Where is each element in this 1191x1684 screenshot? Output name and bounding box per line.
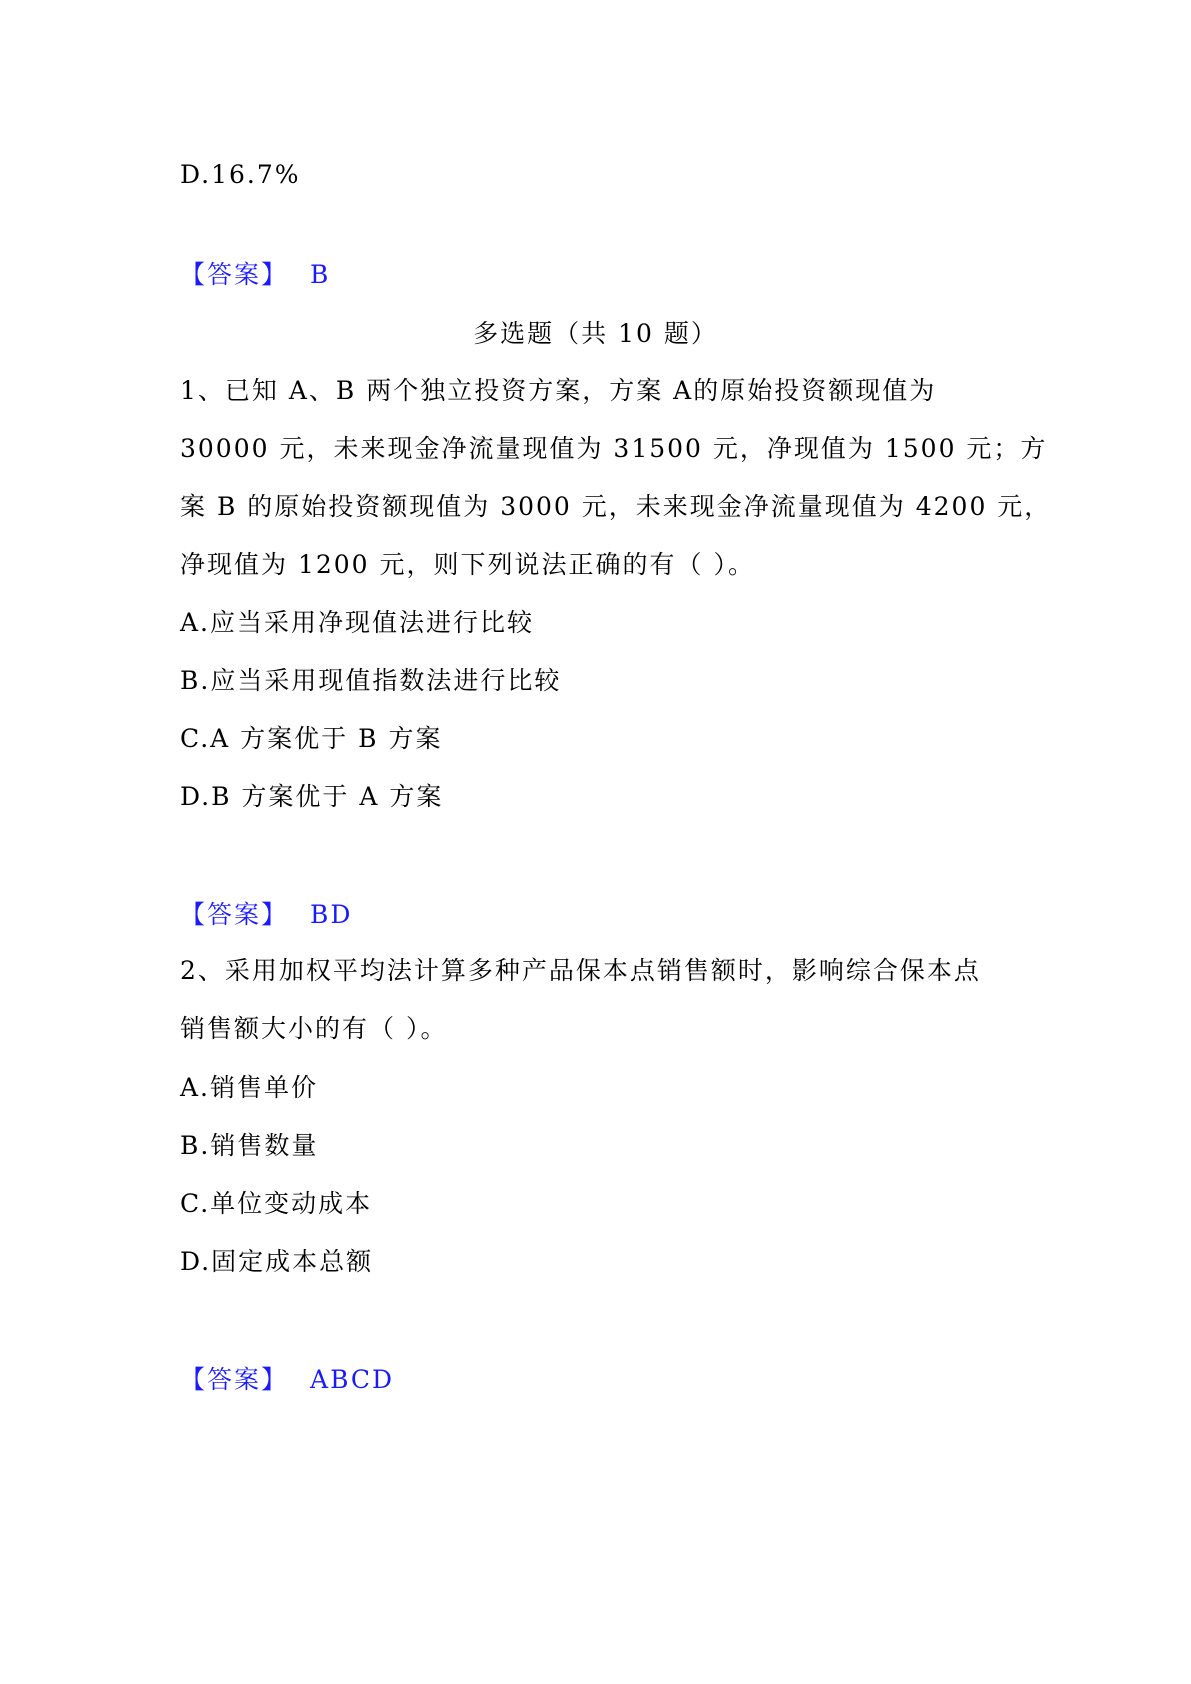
q2-option-d: D.固定成本总额 <box>180 1247 374 1276</box>
q1-stem-line-1: 1、已知 A、B 两个独立投资方案，方案 A的原始投资额现值为 <box>180 376 937 405</box>
q1-option-d: D.B 方案优于 A 方案 <box>180 782 444 811</box>
q1-stem-line-3: 案 B 的原始投资额现值为 3000 元，未来现金净流量现值为 4200 元， <box>180 492 1052 521</box>
q2-stem-line-1: 2、采用加权平均法计算多种产品保本点销售额时，影响综合保本点 <box>180 956 981 985</box>
q2-answer <box>180 1363 394 1397</box>
q1-stem-line-2: 30000 元，未来现金净流量现值为 31500 元，净现值为 1500 元；方 <box>180 434 1048 463</box>
q1-option-a: A.应当采用净现值法进行比较 <box>180 608 535 637</box>
q2-option-a: A.销售单价 <box>180 1073 319 1102</box>
q2-stem-line-2: 销售额大小的有（ ）。 <box>180 1014 448 1043</box>
answer-label: 【答案】 <box>180 1365 289 1394</box>
q1-option-c: C.A 方案优于 B 方案 <box>180 724 443 753</box>
prev-option-d: D.16.7% <box>180 160 301 189</box>
section-title: 多选题（共 10 题） <box>473 319 718 348</box>
prev-answer <box>180 258 330 292</box>
answer-label: 【答案】 <box>180 260 289 289</box>
answer-value: B <box>310 260 331 289</box>
q1-answer <box>180 898 352 932</box>
q1-stem-line-4: 净现值为 1200 元，则下列说法正确的有（ ）。 <box>180 550 755 579</box>
q2-option-b: B.销售数量 <box>180 1131 319 1160</box>
q2-option-c: C.单位变动成本 <box>180 1189 373 1218</box>
answer-value: ABCD <box>310 1365 395 1394</box>
q1-option-b: B.应当采用现值指数法进行比较 <box>180 666 562 695</box>
answer-label: 【答案】 <box>180 900 289 929</box>
answer-value: BD <box>310 900 353 929</box>
